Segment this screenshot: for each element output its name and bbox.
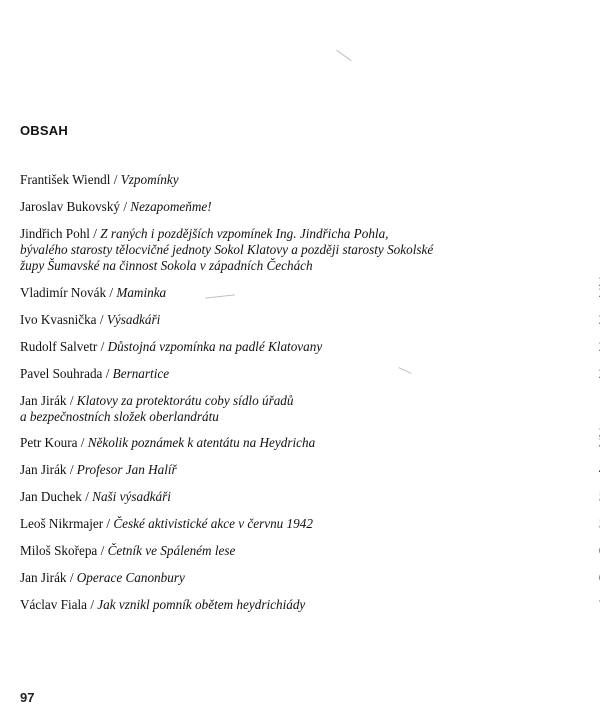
entry-author: Pavel Souhrada bbox=[20, 366, 103, 381]
toc-entry bbox=[20, 172, 600, 188]
toc-entry bbox=[20, 366, 600, 382]
scan-speck bbox=[336, 50, 351, 61]
entry-author: Rudolf Salvetr bbox=[20, 339, 98, 354]
entry-separator: / bbox=[106, 285, 117, 300]
toc-entry bbox=[20, 339, 600, 355]
entry-separator: / bbox=[96, 312, 107, 327]
entry-title-line: Klatovy za protektorátu coby sídlo úřadů bbox=[76, 393, 294, 408]
entry-title-line: Z raných i pozdějších vzpomínek Ing. Jindřicha Pohla, bbox=[100, 226, 389, 241]
page-number-footer: 97 bbox=[20, 690, 35, 705]
entry-title: Operace Canonbury bbox=[76, 570, 185, 585]
entry-title: Výsadkáři bbox=[106, 312, 161, 327]
entry-author: Václav Fiala bbox=[20, 597, 88, 612]
entry-title: Naši výsadkáři bbox=[92, 489, 171, 504]
entry-title: Nezapomeňme! bbox=[130, 199, 212, 214]
entry-title: Důstojná vzpomínka na padlé Klatovany bbox=[107, 339, 323, 354]
entry-separator: / bbox=[103, 516, 114, 531]
entry-title: Několik poznámek k atentátu na Heydricha bbox=[87, 435, 316, 450]
entry-author: Miloš Skořepa bbox=[20, 543, 98, 558]
entry-title-line: a bezpečnostních složek oberlandrátu bbox=[20, 409, 219, 424]
entry-title: Maminka bbox=[116, 285, 167, 300]
entry-author: František Wiendl bbox=[20, 172, 111, 187]
toc-entry bbox=[20, 285, 600, 301]
entry-author: Jaroslav Bukovský bbox=[20, 199, 121, 214]
entry-title: Profesor Jan Halíř bbox=[76, 462, 177, 477]
entry-title: Četník ve Spáleném lese bbox=[107, 543, 236, 558]
entry-title-line: župy Šumavské na činnost Sokola v západních Čechách bbox=[20, 258, 313, 273]
toc-entry bbox=[20, 462, 600, 478]
entry-title: Vzpomínky bbox=[120, 172, 179, 187]
entry-separator: / bbox=[66, 393, 77, 408]
entry-separator: / bbox=[102, 366, 113, 381]
entry-title: Bernartice bbox=[112, 366, 170, 381]
entry-author: Ivo Kvasnička bbox=[20, 312, 97, 327]
toc-entry bbox=[20, 393, 600, 425]
entry-separator: / bbox=[89, 226, 101, 241]
entry-separator: / bbox=[120, 199, 131, 214]
entry-title: Jak vznikl pomník obětem heydrichiády bbox=[97, 597, 306, 612]
entry-author: Vladimír Novák bbox=[20, 285, 107, 300]
entry-author: Jan Duchek bbox=[20, 489, 82, 504]
toc-entry bbox=[20, 199, 600, 215]
entry-title-line: bývalého starosty tělocvičné jednoty Sokol Klatovy a později starosty Sokolské bbox=[20, 242, 434, 257]
entry-separator: / bbox=[81, 489, 93, 504]
entry-author: Leoš Nikrmajer bbox=[20, 516, 104, 531]
toc-entry bbox=[20, 489, 600, 505]
entry-title: České aktivistické akce v červnu 1942 bbox=[113, 516, 313, 531]
entry-author: Petr Koura bbox=[20, 435, 78, 450]
toc-entry bbox=[20, 226, 600, 274]
entry-author: Jan Jirák bbox=[20, 570, 67, 585]
entry-separator: / bbox=[110, 172, 121, 187]
toc-entry bbox=[20, 570, 600, 586]
entry-author: Jan Jirák bbox=[20, 393, 67, 408]
entry-separator: / bbox=[87, 597, 98, 612]
toc-heading: OBSAH bbox=[20, 123, 68, 138]
entry-separator: / bbox=[66, 570, 77, 585]
entry-separator: / bbox=[97, 543, 108, 558]
toc-entry bbox=[20, 435, 600, 451]
entry-author: Jan Jirák bbox=[20, 462, 67, 477]
toc-entry bbox=[20, 312, 600, 328]
toc-entry bbox=[20, 516, 600, 532]
toc-entry bbox=[20, 543, 600, 559]
entry-separator: / bbox=[77, 435, 88, 450]
toc-entry bbox=[20, 597, 600, 613]
entry-separator: / bbox=[66, 462, 77, 477]
entry-separator: / bbox=[97, 339, 108, 354]
entry-author: Jindřich Pohl bbox=[20, 226, 90, 241]
